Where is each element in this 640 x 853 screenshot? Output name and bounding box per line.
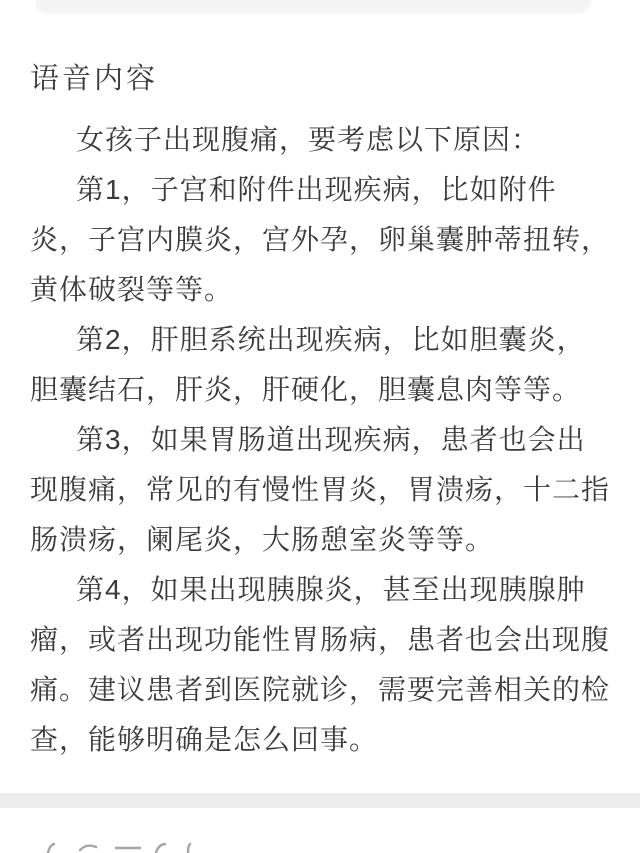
transcript-line: 黄体破裂等等。 [30,274,234,305]
section-title: 语音内容 [30,63,159,95]
transcript-line: 胆囊结石，肝炎，肝硬化，胆囊息肉等等。 [30,374,582,405]
transcript-line: 第3，如果胃肠道出现疾病，患者也会出 [76,424,586,455]
transcript-line: 第2，肝胆系统出现疾病，比如胆囊炎， [76,324,586,355]
transcript-line: 第1，子宫和附件出现疾病，比如附件 [76,174,557,205]
media-card-remnant[interactable] [35,0,591,13]
cutoff-glyph-strokes-icon [40,842,210,853]
transcript-line: 查，能够明确是怎么回事。 [30,724,379,755]
transcript-line: 女孩子出现腹痛，要考虑以下原因： [76,124,541,155]
cutoff-next-section [40,842,210,853]
transcript-line: 第4，如果出现胰腺炎，甚至出现胰腺肿 [76,574,586,605]
transcript-line: 肠溃疡，阑尾炎，大肠憩室炎等等。 [30,524,495,555]
section-divider [0,793,640,808]
transcript-line: 现腹痛，常见的有慢性胃炎，胃溃疡，十二指 [30,474,611,505]
voice-transcript [30,115,616,765]
transcript-line: 炎，子宫内膜炎，宫外孕，卵巢囊肿蒂扭转， [30,224,611,255]
transcript-line: 瘤，或者出现功能性胃肠病，患者也会出现腹 [30,624,611,655]
transcript-line: 痛。建议患者到医院就诊，需要完善相关的检 [30,674,611,705]
